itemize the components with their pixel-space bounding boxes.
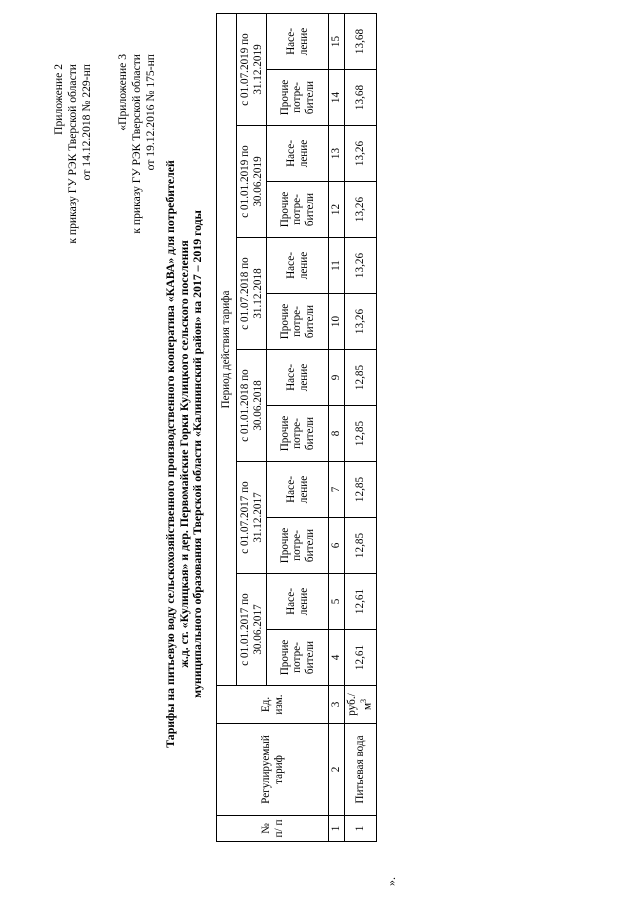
tariff-value: 13,26 (345, 294, 377, 350)
appendix-2-line3: от 14.12.2018 № 229-нп (80, 64, 93, 181)
appendix-2-line1: Приложение 2 (52, 64, 65, 135)
appendix-3-line3: от 19.12.2016 № 175-нп (144, 54, 157, 171)
tariff-value: 12,85 (345, 462, 377, 518)
appendix-2-header (52, 64, 94, 244)
column-number: 10 (329, 294, 345, 350)
tariff-value: 12,61 (345, 630, 377, 686)
period-cell: с 01.07.2017 по 31.12.2017 (237, 462, 267, 574)
tariff-value: 13,26 (345, 126, 377, 182)
appendix-3-header (116, 54, 158, 234)
column-number: 1 (329, 816, 345, 842)
column-number: 9 (329, 350, 345, 406)
sub-population: Насе- ление (267, 126, 329, 182)
header-tariff: Регулируемый тариф (217, 724, 329, 816)
closing-quote: ». (384, 877, 398, 886)
tariff-value: 13,68 (345, 70, 377, 126)
sub-population: Насе- ление (267, 574, 329, 630)
sub-other-consumers: Прочие потре- бители (267, 518, 329, 574)
sub-population: Насе- ление (267, 238, 329, 294)
title-line2: ж.д. ст. «Кулицкая» и дер. Первомайские Горки Кулицкого сельского поселения (176, 240, 191, 668)
appendix-2-line2: к приказу ГУ РЭК Тверской области (66, 64, 79, 244)
column-number: 11 (329, 238, 345, 294)
column-number: 6 (329, 518, 345, 574)
tariff-value: 12,85 (345, 406, 377, 462)
row-unit (345, 686, 377, 724)
period-cell: с 01.01.2019 по 30.06.2019 (237, 126, 267, 238)
sub-population: Насе- ление (267, 14, 329, 70)
header-number: № п/ п (217, 816, 329, 842)
column-number: 14 (329, 70, 345, 126)
column-number: 5 (329, 574, 345, 630)
column-number: 12 (329, 182, 345, 238)
tariff-value: 13,26 (345, 182, 377, 238)
tariff-value: 13,68 (345, 14, 377, 70)
period-cell: с 01.07.2019 по 31.12.2019 (237, 14, 267, 126)
column-number: 7 (329, 462, 345, 518)
header-period: Период действия тарифа (217, 14, 237, 686)
sub-other-consumers: Прочие потре- бители (267, 406, 329, 462)
column-number: 13 (329, 126, 345, 182)
header-unit: Ед. изм. (217, 686, 329, 724)
period-cell: с 01.01.2018 по 30.06.2018 (237, 350, 267, 462)
unit-text: руб./м (346, 693, 375, 716)
column-number-row (329, 14, 345, 842)
sub-population: Насе- ление (267, 462, 329, 518)
title-line1: Тарифы на питьевую воду сельскохозяйственного производственного кооператива «КАВА» для потребителей (163, 160, 177, 748)
sub-other-consumers: Прочие потре- бители (267, 182, 329, 238)
row-number: 1 (345, 816, 377, 842)
header-row-1 (217, 14, 237, 842)
sub-other-consumers: Прочие потре- бители (267, 630, 329, 686)
appendix-3-line2: к приказу ГУ РЭК Тверской области (130, 54, 143, 234)
title-line3: муниципального образования Тверской области «Калининский район» на 2017 – 2019 годы (190, 210, 205, 698)
tariff-value: 13,26 (345, 238, 377, 294)
tariff-value: 12,85 (345, 518, 377, 574)
table-row (345, 14, 377, 842)
column-number: 3 (329, 686, 345, 724)
sub-population: Насе- ление (267, 350, 329, 406)
row-tariff-name: Питьевая вода (345, 724, 377, 816)
sub-other-consumers: Прочие потре- бители (267, 294, 329, 350)
column-number: 15 (329, 14, 345, 70)
column-number: 2 (329, 724, 345, 816)
appendix-3-line1: «Приложение 3 (116, 54, 129, 131)
tariff-value: 12,85 (345, 350, 377, 406)
document-title (164, 144, 205, 764)
period-cell: с 01.01.2017 по 30.06.2017 (237, 574, 267, 686)
period-cell: с 01.07.2018 по 31.12.2018 (237, 238, 267, 350)
unit-superscript: 3 (359, 698, 369, 703)
sub-other-consumers: Прочие потре- бители (267, 70, 329, 126)
column-number: 4 (329, 630, 345, 686)
column-number: 8 (329, 406, 345, 462)
tariff-table (216, 13, 377, 842)
tariff-value: 12,61 (345, 574, 377, 630)
